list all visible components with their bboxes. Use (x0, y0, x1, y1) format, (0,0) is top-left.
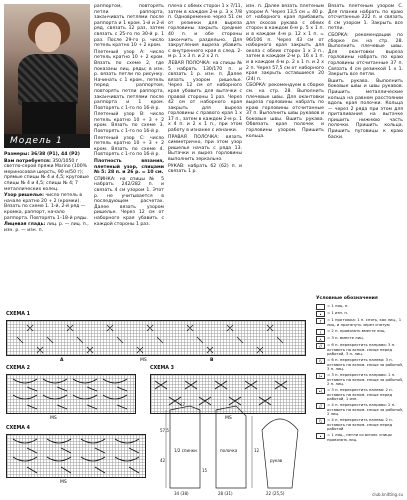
paragraph: ПРАВАЯ ПОЛОЧКА: вязать симметрично, при этом узор ришелье начать с ряда 13. Вытачки и вырез горловины выполнить зеркально. (168, 134, 242, 163)
legend-text: = 1 протяжка: 1 п. снять, как лиц., 1 лиц. и протянуть через снятую (327, 317, 402, 327)
paragraph: Вшить рукава. Выполнить боковые швы и швы рукавов. Пришить металлические кольца на равном расстоянии вдоль края полочки. Кольца — через 2 ряда при этом для приталивания на вытачке пришить нижнюю часть полочки. Пришить кольца. Пришить пуговицы к краю баски. (328, 78, 403, 140)
scheme-4-symbols (7, 435, 147, 479)
legend-text: = 4 п. перекрестить налево: 2 п. оставить на вспом. спице перед работой (327, 416, 393, 432)
legend-item (316, 433, 404, 442)
legend-item (316, 329, 404, 335)
scheme-1-ms: MS (140, 358, 147, 363)
legend-symbol: ∧ (316, 336, 325, 342)
legend-symbol: / (316, 329, 325, 335)
legend-symbol: ↑ (316, 318, 325, 324)
dim-h1: 12 (254, 448, 260, 453)
legend-symbol: •\ (316, 388, 325, 394)
dim-h2: 15 (202, 468, 208, 473)
label-sleeve: рукав (270, 458, 283, 463)
text-column-2 (168, 4, 242, 176)
scheme-1-label-a: A (60, 358, 64, 363)
legend-item (316, 311, 404, 317)
scheme-2-symbols (7, 375, 137, 415)
stitch-text: лиц. р. — лиц. п., изн. р. — изн. п. (4, 222, 89, 233)
legend-symbol: // (316, 343, 325, 349)
paragraph: Вязать плетеным узором С. Для планки набрать по краю отсчитанные 222 п. и связать 4 см узором 1. Закрыть все петли. (328, 4, 403, 32)
legend-text: = 6 п. перекрестить налево: 3 п. оставить на вспом. спице за работой, 3 п. лиц. (327, 357, 404, 372)
legend-symbol: // (316, 403, 325, 409)
photo-face (35, 22, 61, 52)
paragraph: Плотность вязания, плетеный узор, спицами № 5: 28 п. и 26 р. = 10 см. (94, 159, 164, 176)
pattern-label: Узор ришелье: (4, 193, 44, 199)
sewing-pattern (160, 402, 310, 497)
legend-text: = 4 п. перекрестить направо: 2 п. оставить на вспом. спице за работой, 2 лиц. (327, 402, 404, 417)
stitch-label: Лицевая гладь: (4, 222, 46, 228)
paragraph: СБОРКА: рекомендации по сборке см. на стр. 28. Выполнить плечевые швы. Для окантовки выреза горловины набрать по краю горловины отсчитанные 37 п. Связать 4 см резинкой 1 х 1. Закрыть все петли. (328, 32, 403, 78)
scheme-4-ms: MS (60, 480, 67, 485)
paragraph: плеча с обеих сторон 1 х 7/11, затем в каждом 2-м р. 3 х 7/8 п. Одновременно через 51 см от резинки для выреза горловины закрыть средние 40 п. и обе стороны закончить раздельно. Для закругления выреза убавить с внутреннего края в след. 2-м р. 1 х 3 п. и 2 х 2 п. (168, 4, 242, 60)
legend-text: = 3 п. перекрестить налево: 2 п. оставить на вспом. спице перед работой, 1 изн. (327, 387, 393, 402)
text-column-4 (328, 4, 403, 141)
scheme-1-label: СХЕМА 1 (6, 312, 30, 317)
legend-item (316, 418, 404, 432)
paragraph: Плетеный узор С: число петель кратно 10 + 3 + 2 кром. Вязать по схеме 4. Повторять с 1-го по 16-й р. (94, 135, 164, 158)
scheme-4-label: СХЕМА 4 (6, 426, 30, 431)
legend-item (316, 388, 404, 402)
photo-sweater (18, 54, 78, 106)
scheme-3-label: СХЕМА 3 (150, 366, 174, 371)
scheme-1-chart (6, 320, 306, 356)
photo-skirt (22, 102, 76, 134)
legend-text: = 6 п. перекрестить направо: 3 п. оставить на вспом. спице перед работой, 3 п. лиц. (327, 342, 396, 357)
legend-item (316, 343, 404, 357)
scheme-3-ms: MS (225, 416, 232, 421)
paragraph: СБОРКА: рекомендуем в сборке см. на стр. 28. Выполнить плечевые швы. Для окантовки выреза горловины набрать по краю горловины отсчитанные 37 п. Выполнить швы рукавов и боковые швы. Вшить рукава. Обвязать края полочек и горловины узором. Пришить кольца. (246, 83, 324, 139)
legend-text: = 1 изн. п. (327, 310, 349, 316)
legend-text: = 1 лиц., петли со вспом. спицы провязать лиц. (327, 431, 392, 442)
dim-h4: 57,5 (160, 428, 169, 433)
text-column-1 (94, 4, 164, 228)
legend-item (316, 318, 404, 327)
legend-text: = 1 лиц. п. (327, 303, 349, 308)
text-column-3 (246, 4, 324, 140)
legend-symbol (316, 304, 325, 310)
scheme-1-label-b: B (210, 358, 214, 363)
paragraph: раппортом, повторять петли раппорта, заканчивать петлями после раппорта и 1 кром. 1-й и 2-й ряд, связать 12 раз, затем связать с 25-го по 30-й р. 1 раз. После 29-го р. число петель кратно 10 + 2 кром. (94, 4, 164, 49)
scheme-2-label: СХЕМА 2 (6, 366, 30, 371)
legend-title: Условные обозначения (316, 296, 378, 301)
paragraph: РУКАВ: набрать 62 (62) п. и связать 1 р. (168, 163, 242, 175)
label-front: полочка (220, 448, 238, 453)
paragraph: Плетеный узор В: число петель кратно 10 + 3 + 2 кром. Вязать по схеме 3. Повторять с 1-го по 16-й р. (94, 112, 164, 135)
pattern-text: число петель в начале кратно 20 + 2 (кромки). Вязать по схеме 1. 1-й, 2-й ряд — кромка, раппорт, начало раппорта. Повторять 1–18-й ряды. (4, 193, 88, 221)
dim-back-width: 34 (38) (174, 491, 189, 496)
legend-item (316, 403, 404, 417)
paragraph: СПИНКА: на спицы № 5 набрать 242/282 п. и связать 4 см узором 1. Этот р. не учитывается в последующем расчетах. Далее вязать узором ришелье. Через 12 см от наборного края убавить с каждой стороны 1 раз. (94, 176, 164, 227)
label-back: 1/2 спинки (174, 448, 197, 453)
paragraph: ЛЕВАЯ ПОЛОЧКА: на спицы № 5 набрать 130/170 п. и связать 1 р. изн. п. Далее вязать узором ришелье. Через 12 см от наборного края убавить для вытачки с правой стороны 1 раз. Через 42 см от наборного края закрыть для выреза горловины с правого края 1 х 17 п., затем в каждом 2-м р. 1 х 4 п. и 2 х 1 п., при этом работу в изнанке с изнанки. (168, 60, 242, 134)
dim-h3: 42 (160, 458, 166, 463)
dim-sleeve-width: 22 (25,5) (266, 491, 285, 496)
legend-item (316, 304, 404, 310)
scheme-2-chart (6, 374, 136, 414)
legend-symbol: /• (316, 373, 325, 379)
watermark: club.knitting.su (372, 492, 403, 497)
yarn-text: 350/1050 г светло-серой пряжи Marino (100% мериносовая шерсть, 90 м/50 г); прямые спицы № 4 и 4,5; круговые спицы № 4 и 4,5; спицы № 4; 7 металлических колец. (4, 158, 89, 192)
paragraph: изн. п. Далее вязать плетеным узором А. Через 13,5 см = 40 р. от наборного края прибавить для скосов рукава с обеих сторон в каждом 6-м р. 5 х 1 п. и в каждом 4-м р. 12 х 1 п. = 96/106 п. Через 43 см от наборного края закрыть для окола с обеих сторон 1 х 3 п., затем в каждом 2-м р. 16 х 1 п. и в каждом 4-м р. 2 х 1 п. и 2 х 2 п. Через 57,5 см от наборного края закрыть оставшиеся 20 (24) п. (246, 4, 324, 82)
legend-item (316, 336, 404, 342)
legend-symbol: • (316, 311, 325, 317)
yarn-label: Вам потребуется: (4, 158, 51, 164)
legend-item (316, 358, 404, 372)
legend-item (316, 373, 404, 387)
materials-text (4, 152, 90, 234)
dim-front-width: 28 (31) (218, 491, 233, 496)
sizes: Размеры: 36/38 (P1), 44 (P2) (4, 152, 80, 157)
legend-text: = 2 п. провязать вместе лиц. (327, 327, 386, 333)
model-photo (4, 4, 90, 134)
pattern-back (170, 406, 200, 488)
legend-text: = 3 п. вместе лиц. (327, 334, 364, 340)
pattern-front (216, 406, 246, 488)
scheme-1-symbols (7, 321, 307, 357)
dim-half: 17 (180, 402, 186, 407)
legend (316, 304, 404, 443)
legend-text: = 3 п. перекрестить направо: 1 п. оставить на вспом. спице за работой, 2 п. лиц. (327, 372, 404, 387)
legend-symbol: \\ (316, 358, 325, 364)
legend-symbol: \\ (316, 418, 325, 424)
pattern-sleeve (262, 419, 298, 488)
legend-symbol: • (316, 433, 325, 439)
scheme-2-ms: MS (50, 416, 57, 421)
scheme-4-chart (6, 434, 146, 478)
model-tag: Модель 1 (4, 134, 90, 148)
paragraph: Плетеный узор А: число петель кратно 10 + 2 кром. Вязать по схеме 2, где показаны лиц. ряды; в изн. р. вязать петли по рисунку. Начинать с 1 кром., петель перед раппортом, повторять петли раппорта, заканчивать петлями после раппорта и 1 кром. Повторять с 1-го по 16-й р. (94, 49, 164, 111)
